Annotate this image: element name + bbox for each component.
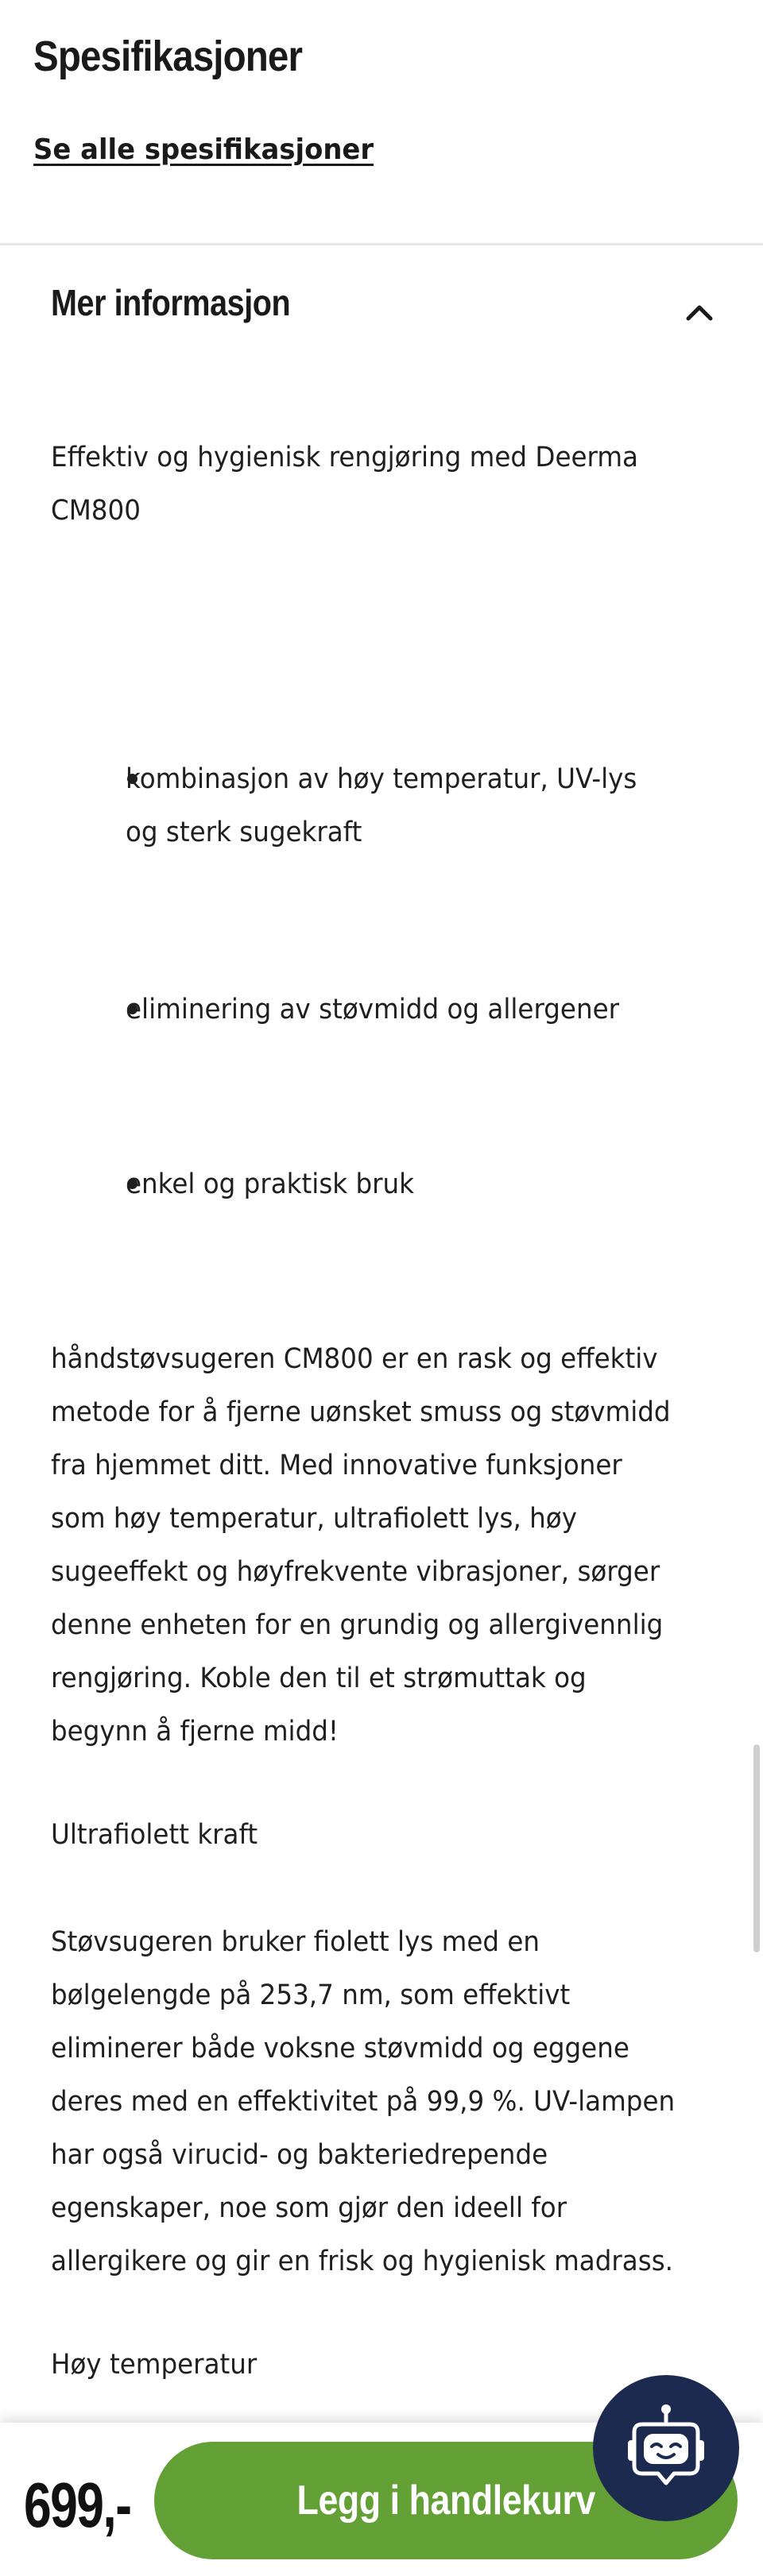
add-to-cart-label: Legg i handlekurv (296, 2478, 595, 2524)
description-line: som høy temperatur, ultrafiolett lys, høy (51, 1503, 577, 1535)
description-paragraph (51, 1333, 718, 1759)
feature-bullet (126, 1158, 714, 1211)
page-scrollbar-thumb[interactable] (753, 1744, 760, 1952)
see-all-specifications-link[interactable]: Se alle spesifikasjoner (33, 133, 374, 166)
description-line: håndstøvsugeren CM800 er en rask og effektiv (51, 1343, 658, 1375)
uv-line: allergikere og gir en frisk og hygienisk madrass. (51, 2246, 674, 2277)
uv-line: har også virucid- og bakteriedrepende (51, 2139, 548, 2171)
section-divider (0, 243, 763, 245)
description-line: begynn å fjerne midd! (51, 1716, 339, 1748)
uv-line: deres med en effektivitet på 99,9 %. UV-lampen (51, 2086, 676, 2118)
description-line: metode for å fjerne uønsket smuss og støvmidd (51, 1396, 671, 1428)
bullet-line: kombinasjon av høy temperatur, UV-lys (126, 763, 637, 795)
intro-line: Effektiv og hygienisk rengjøring med Deerma (51, 442, 638, 473)
chevron-up-icon[interactable] (680, 294, 718, 332)
feature-bullet (126, 753, 714, 859)
bullet-line: enkel og praktisk bruk (126, 1168, 415, 1200)
temperature-heading-text: Høy temperatur (51, 2349, 258, 2381)
description-line: denne enheten for en grundig og allergivennlig (51, 1609, 664, 1641)
description-line: fra hjemmet ditt. Med innovative funksjoner (51, 1450, 622, 1481)
uv-line: bølgelengde på 253,7 nm, som effektivt (51, 1979, 571, 2011)
temperature-heading (51, 2338, 718, 2392)
chat-assistant-button[interactable] (593, 2375, 739, 2521)
uv-line: eliminerer både voksne støvmidd og eggene (51, 2033, 629, 2064)
intro-paragraph (51, 431, 718, 538)
uv-line: Støvsugeren bruker fiolett lys med en (51, 1926, 540, 1958)
more-info-accordion-header[interactable] (0, 270, 763, 350)
intro-line: CM800 (51, 495, 141, 527)
description-line: rengjøring. Koble den til et strømuttak og (51, 1663, 587, 1694)
feature-bullet (126, 983, 714, 1037)
robot-icon (618, 2400, 714, 2496)
uv-heading-text: Ultrafiolett kraft (51, 1819, 258, 1851)
uv-heading (51, 1809, 718, 1862)
description-line: sugeeffekt og høyfrekvente vibrasjoner, sørger (51, 1556, 660, 1588)
product-price: 699,- (24, 2470, 131, 2540)
bullet-line: og sterk sugekraft (126, 817, 362, 848)
specifications-title: Spesifikasjoner (33, 33, 303, 80)
uv-paragraph (51, 1916, 718, 2288)
bullet-line: eliminering av støvmidd og allergener (126, 994, 619, 1025)
more-info-title: Mer informasjon (51, 282, 291, 323)
uv-line: egenskaper, noe som gjør den ideell for (51, 2192, 567, 2224)
